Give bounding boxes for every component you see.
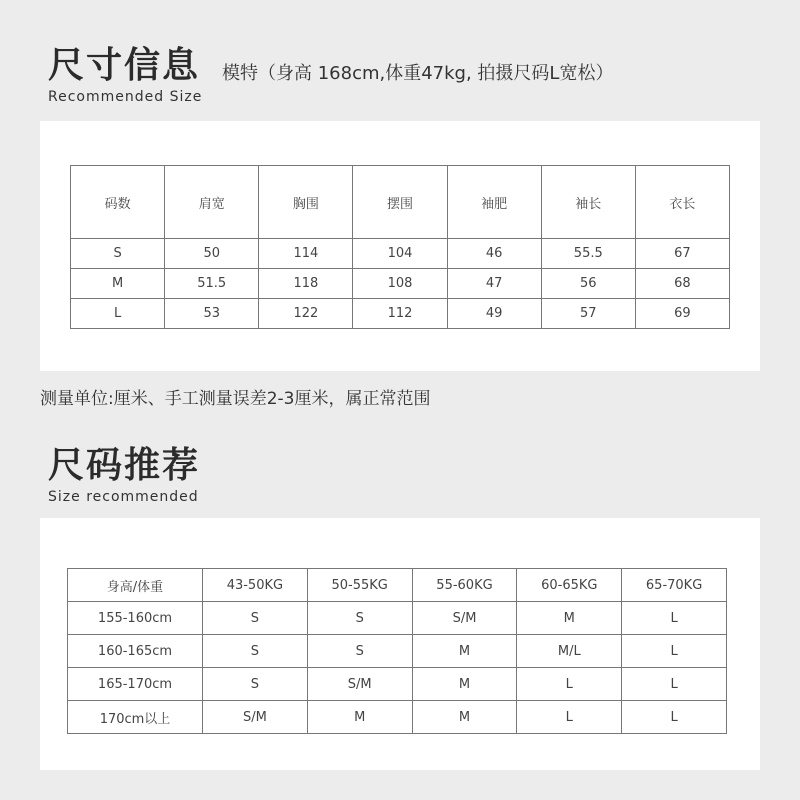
size-chart-table [70, 165, 730, 329]
table-cell: 49 [447, 299, 541, 329]
size-info-subtitle: Recommended Size [48, 89, 203, 105]
table-cell: L [622, 668, 727, 701]
table-cell: 108 [353, 269, 447, 299]
table-row [68, 635, 727, 668]
table-cell: M [412, 668, 517, 701]
table-cell: 53 [165, 299, 259, 329]
table-cell: L [622, 701, 727, 734]
size-info-title: 尺寸信息 [48, 45, 201, 86]
table-cell: M [307, 701, 412, 734]
header-cell: 65-70KG [622, 569, 727, 602]
size-recommend-table [67, 568, 727, 734]
table-cell: M [412, 701, 517, 734]
table-cell: M [517, 602, 622, 635]
size-chart-panel [40, 121, 760, 371]
size-info-heading [48, 46, 202, 106]
table-cell: L [517, 668, 622, 701]
table-cell: 67 [635, 239, 729, 269]
model-info: 模特（身高 168cm,体重47kg, 拍摄尺码L宽松） [222, 63, 614, 84]
table-cell: S [307, 635, 412, 668]
table-cell: M [412, 635, 517, 668]
table-header-row [71, 166, 730, 239]
table-cell: 104 [353, 239, 447, 269]
table-cell: 46 [447, 239, 541, 269]
table-cell: 122 [259, 299, 353, 329]
header-cell: 50-55KG [307, 569, 412, 602]
table-row [71, 239, 730, 269]
table-row [68, 602, 727, 635]
table-cell: S [203, 668, 308, 701]
table-cell: 47 [447, 269, 541, 299]
header-cell: 袖长 [541, 166, 635, 239]
table-cell: 69 [635, 299, 729, 329]
header-cell: 43-50KG [203, 569, 308, 602]
table-cell: S/M [203, 701, 308, 734]
table-cell: M/L [517, 635, 622, 668]
measurement-note: 测量单位:厘米、手工测量误差2-3厘米，属正常范围 [40, 389, 431, 409]
header-cell: 衣长 [635, 166, 729, 239]
header-cell: 码数 [71, 166, 165, 239]
table-cell: 51.5 [165, 269, 259, 299]
table-cell: 50 [165, 239, 259, 269]
table-row [71, 269, 730, 299]
header-cell: 肩宽 [165, 166, 259, 239]
table-cell: 68 [635, 269, 729, 299]
table-cell: 165-170cm [68, 668, 203, 701]
table-cell: 155-160cm [68, 602, 203, 635]
table-cell: 112 [353, 299, 447, 329]
table-row [68, 668, 727, 701]
table-cell: S [203, 602, 308, 635]
table-cell: S [203, 635, 308, 668]
table-row [71, 299, 730, 329]
table-cell: 118 [259, 269, 353, 299]
table-cell: S [71, 239, 165, 269]
size-recommend-panel [40, 518, 760, 770]
table-cell: 170cm以上 [68, 701, 203, 734]
table-cell: L [622, 602, 727, 635]
size-recommend-subtitle: Size recommended [48, 489, 199, 505]
table-cell: S/M [412, 602, 517, 635]
table-cell: 160-165cm [68, 635, 203, 668]
header-cell: 身高/体重 [68, 569, 203, 602]
table-cell: L [622, 635, 727, 668]
table-cell: 114 [259, 239, 353, 269]
table-cell: L [517, 701, 622, 734]
table-cell: S [307, 602, 412, 635]
table-cell: 57 [541, 299, 635, 329]
table-cell: 56 [541, 269, 635, 299]
size-recommend-title: 尺码推荐 [48, 445, 201, 486]
table-row [68, 701, 727, 734]
header-cell: 55-60KG [412, 569, 517, 602]
header-cell: 胸围 [259, 166, 353, 239]
table-cell: L [71, 299, 165, 329]
table-cell: M [71, 269, 165, 299]
header-cell: 袖肥 [447, 166, 541, 239]
table-cell: S/M [307, 668, 412, 701]
table-header-row [68, 569, 727, 602]
size-recommend-heading [48, 446, 200, 506]
table-cell: 55.5 [541, 239, 635, 269]
header-cell: 摆围 [353, 166, 447, 239]
header-cell: 60-65KG [517, 569, 622, 602]
